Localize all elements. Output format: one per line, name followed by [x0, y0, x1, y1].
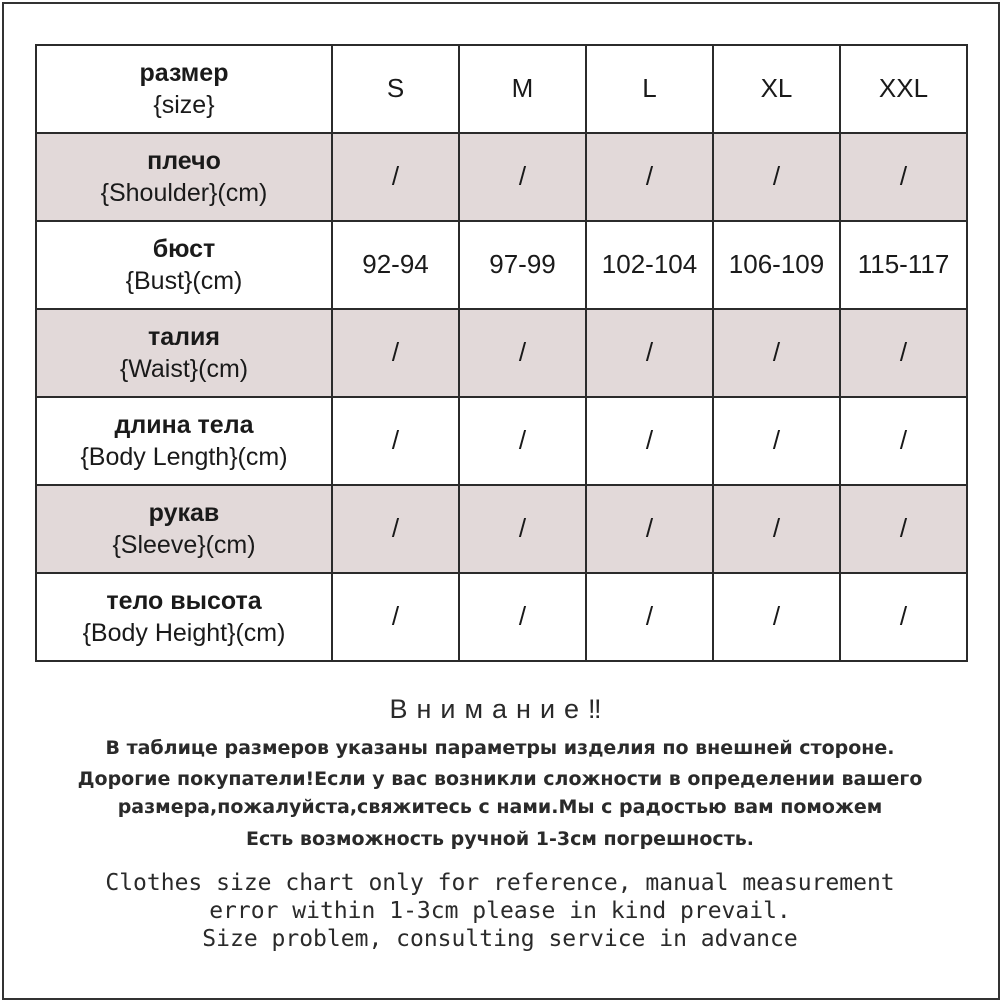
header-label-ru: размер: [139, 58, 229, 87]
row-label-en: {Body Length}(cm): [80, 443, 288, 471]
notice-ru-line: размера,пожалуйста,свяжитесь с нами.Мы с радостью вам поможем: [117, 796, 883, 818]
table-cell: /: [586, 309, 713, 397]
notice-ru-line: Есть возможность ручной 1-3см погрешность.: [246, 828, 754, 850]
row-label-cell: [36, 221, 332, 309]
table-cell: 97-99: [459, 221, 586, 309]
table-cell: 106-109: [713, 221, 840, 309]
row-label-cell: [36, 309, 332, 397]
header-label-cell: [36, 45, 332, 133]
row-label-en: {Bust}(cm): [125, 267, 243, 295]
row-label-en: {Sleeve}(cm): [112, 531, 256, 559]
size-header-xl: XL: [713, 45, 840, 133]
table-cell: /: [713, 573, 840, 661]
row-label-ru: бюст: [152, 234, 216, 263]
row-label-ru: талия: [148, 322, 220, 351]
table-cell: /: [840, 309, 967, 397]
row-label-ru: плечо: [147, 146, 221, 175]
table-cell: /: [332, 485, 459, 573]
table-cell: /: [459, 309, 586, 397]
row-label-en: {Shoulder}(cm): [100, 179, 268, 207]
size-header-xxl: XXL: [840, 45, 967, 133]
row-bust: [36, 221, 967, 309]
table-cell: /: [332, 573, 459, 661]
table-cell: /: [586, 397, 713, 485]
table-cell: /: [459, 573, 586, 661]
size-header-s: S: [332, 45, 459, 133]
row-label-cell: [36, 573, 332, 661]
size-chart-table: [35, 44, 968, 662]
table-cell: /: [713, 485, 840, 573]
row-label-ru: рукав: [148, 498, 220, 527]
notice-en-line: Size problem, consulting service in advance: [202, 926, 798, 952]
row-label-ru: тело высота: [106, 586, 262, 615]
table-cell: 115-117: [840, 221, 967, 309]
table-cell: /: [586, 133, 713, 221]
table-cell: /: [332, 133, 459, 221]
row-sleeve: [36, 485, 967, 573]
table-cell: /: [459, 397, 586, 485]
row-body-length: [36, 397, 967, 485]
row-label-cell: [36, 133, 332, 221]
notice-en-line: error within 1-3cm please in kind prevail.: [209, 898, 791, 924]
table-cell: /: [713, 397, 840, 485]
notice-ru-line: В таблице размеров указаны параметры изделия по внешней стороне.: [105, 737, 895, 759]
table-cell: /: [459, 485, 586, 573]
table-cell: /: [332, 309, 459, 397]
row-label-en: {Body Height}(cm): [82, 619, 286, 647]
row-label-ru: длина тела: [114, 410, 254, 439]
size-header-l: L: [586, 45, 713, 133]
header-label-en: {size}: [153, 91, 215, 119]
row-label-cell: [36, 485, 332, 573]
notice-ru-line: Дорогие покупатели!Если у вас возникли сложности в определении вашего: [77, 768, 923, 790]
table-cell: /: [840, 573, 967, 661]
row-body-height: [36, 573, 967, 661]
table-cell: /: [713, 133, 840, 221]
row-waist: [36, 309, 967, 397]
size-header-m: M: [459, 45, 586, 133]
notice-title: Внимание‼: [389, 694, 611, 724]
row-label-cell: [36, 397, 332, 485]
row-label-en: {Waist}(cm): [119, 355, 249, 383]
notice-en-line: Clothes size chart only for reference, manual measurement: [105, 870, 895, 896]
table-cell: /: [713, 309, 840, 397]
table-cell: /: [332, 397, 459, 485]
row-shoulder: [36, 133, 967, 221]
table-cell: /: [459, 133, 586, 221]
table-cell: /: [840, 397, 967, 485]
table-cell: /: [840, 133, 967, 221]
table-cell: 92-94: [332, 221, 459, 309]
table-cell: /: [586, 573, 713, 661]
table-cell: 102-104: [586, 221, 713, 309]
table-cell: /: [840, 485, 967, 573]
table-cell: /: [586, 485, 713, 573]
header-row: [36, 45, 967, 133]
